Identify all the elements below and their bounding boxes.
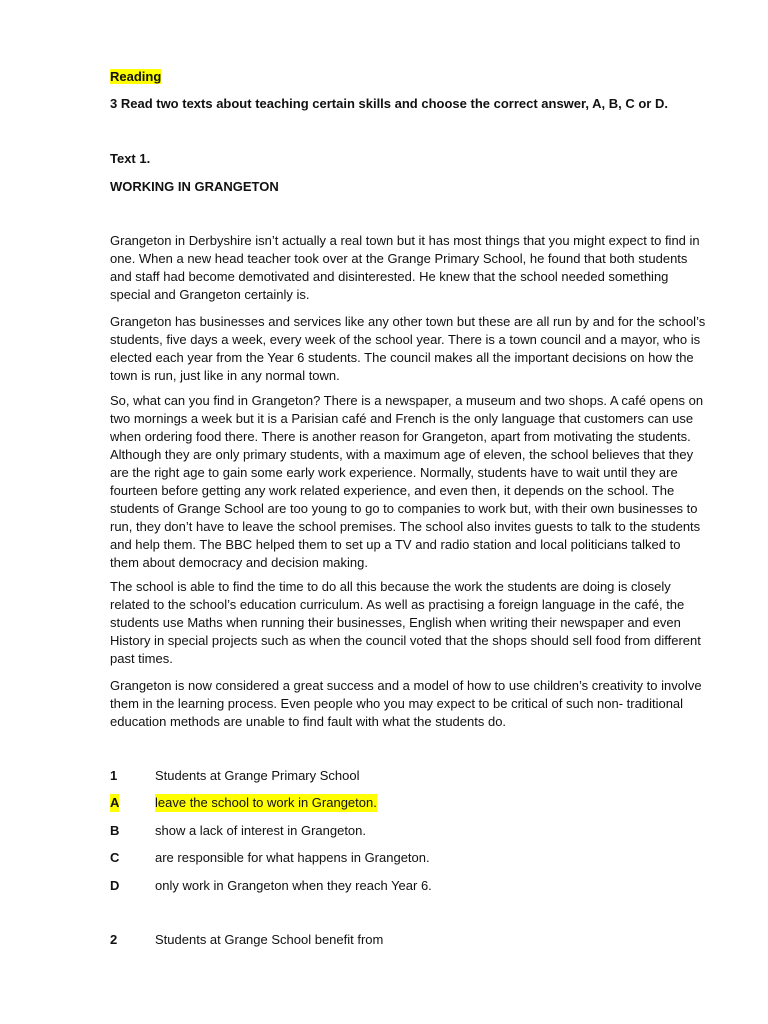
question-2: [110, 931, 710, 949]
paragraph-2: Grangeton has businesses and services like any other town but these are all run by and for the school’s students, five days a week, every week of the school year. There is a town council and a mayor, who is elected each year from the Year 6 students. The council makes all the important decisions on how the town is run, just like in any normal town.: [110, 314, 706, 383]
question-stem: Students at Grange School benefit from: [155, 932, 384, 947]
option-c[interactable]: [110, 849, 710, 867]
option-text: show a lack of interest in Grangeton.: [155, 823, 367, 838]
option-a[interactable]: [110, 794, 710, 812]
question-number: 2: [110, 932, 118, 947]
paragraph-1: Grangeton in Derbyshire isn’t actually a real town but it has most things that you might expect to find in one. When a new head teacher took over at the Grange Primary School, he found that both students and staff had become demotivated and disinterested. He knew that the school needed something special and Grangeton certainly is.: [110, 233, 700, 302]
option-text: are responsible for what happens in Grangeton.: [155, 850, 430, 865]
paragraph-4: The school is able to find the time to do all this because the work the students are doing is closely related to the school’s education curriculum. As well as practising a foreign language in the café, the students use Maths when running their businesses, English when writing their newspaper and even History in special projects such as when the council voted that the shops should sell food from different past times.: [110, 579, 701, 666]
option-letter: A: [110, 795, 120, 810]
option-letter: D: [110, 878, 120, 893]
paragraph-5: Grangeton is now considered a great success and a model of how to use children’s creativity to involve them in the learning process. Even people who you may expect to be critical of such non- traditional education methods are unable to find fault with what the students do.: [110, 678, 702, 729]
option-letter: B: [110, 823, 120, 838]
option-d[interactable]: [110, 877, 710, 895]
option-letter: C: [110, 850, 120, 865]
text-title: WORKING IN GRANGETON: [110, 179, 279, 194]
question-number: 1: [110, 768, 118, 783]
reading-heading: Reading: [110, 69, 162, 84]
question-stem: Students at Grange Primary School: [155, 768, 360, 783]
text-label: Text 1.: [110, 151, 151, 166]
option-text: only work in Grangeton when they reach Year 6.: [155, 878, 432, 893]
paragraph-3: So, what can you find in Grangeton? There is a newspaper, a museum and two shops. A café opens on two mornings a week but it is a Parisian café and French is the only language that customers can use when ordering food there. There is another reason for Grangeton, apart from motivating the students. Although they are only primary students, with a maximum age of eleven, the school believes that they are the right age to gain some early work experience. Normally, students have to wait until they are fourteen before getting any work related experience, and even then, it depends on the school. The students of Grange School are too young to go to companies to work but, with their own businesses to run, they don’t have to leave the school premises. The school also invites guests to talk to the students and help them. The BBC helped them to set up a TV and radio station and local politicians talked to them about democracy and decision making.: [110, 393, 704, 570]
question-1: [110, 767, 710, 785]
option-b[interactable]: [110, 822, 710, 840]
option-text: leave the school to work in Grangeton.: [155, 795, 377, 810]
instruction-text: 3 Read two texts about teaching certain skills and choose the correct answer, A, B, C or D.: [110, 96, 668, 111]
